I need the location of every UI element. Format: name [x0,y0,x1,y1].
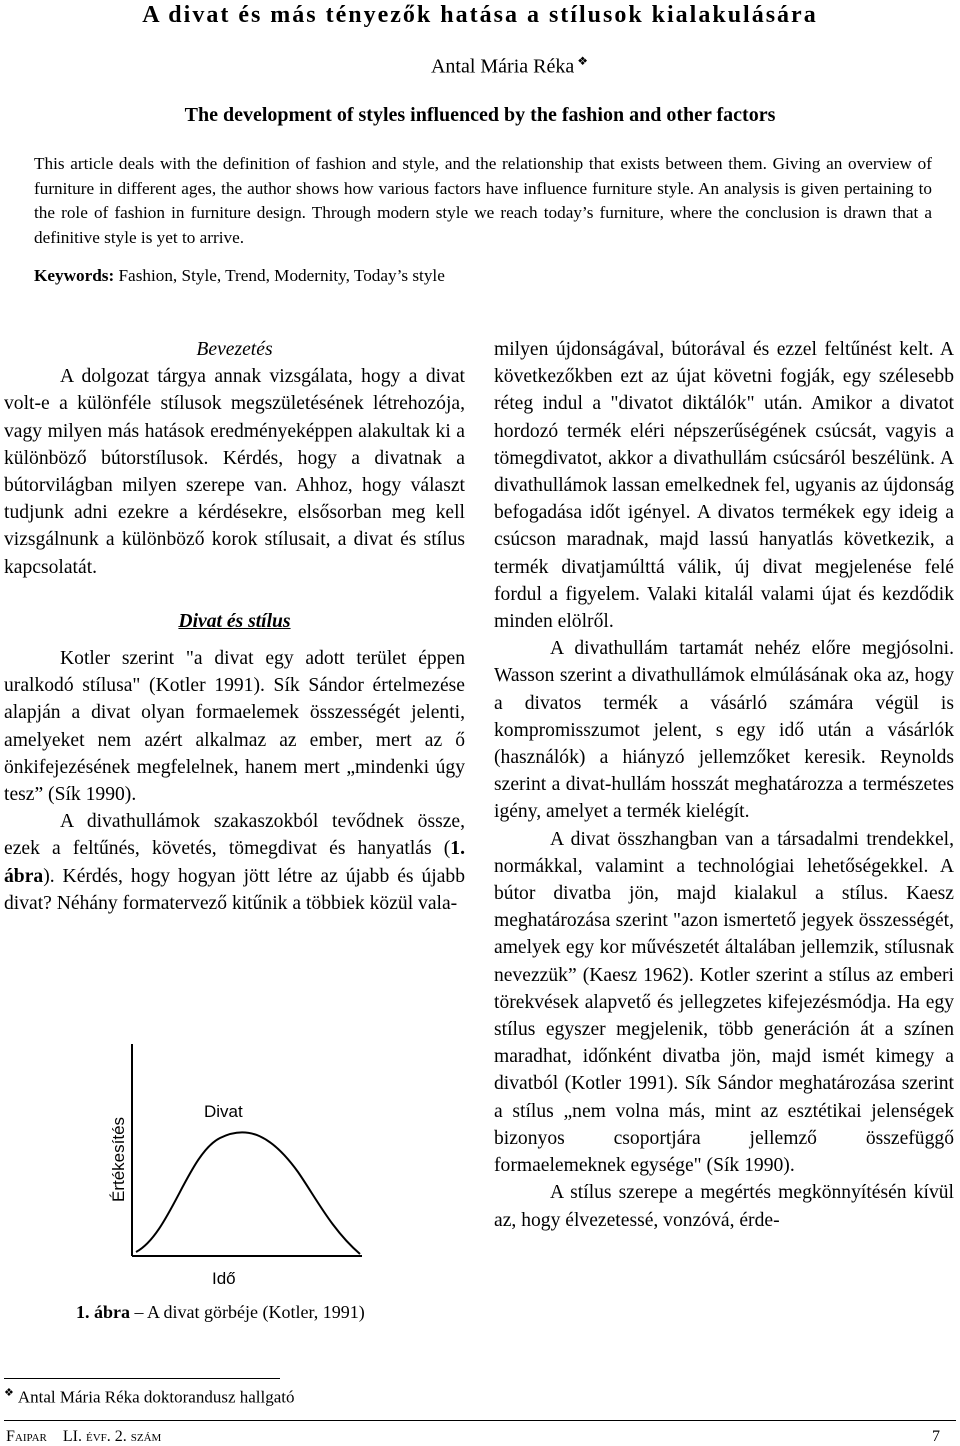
figure-caption-text: – A divat görbéje (Kotler, 1991) [134,1302,365,1322]
x-axis-label: Idő [212,1269,236,1288]
figure-caption [76,1302,365,1323]
section-heading-fashion: Divat és stílus [178,610,291,632]
author-name: Antal Mária Réka [430,55,575,78]
keywords-text: Fashion, Style, Trend, Modernity, Today’s style [118,266,445,285]
footnote-mark-icon: ❖ [4,1387,14,1399]
article-title: A divat és más tényezők hatása a stílusok kialakulására [142,2,818,28]
right-paragraph-1: milyen újdonságával, bútorával és ezzel feltűnést kelt. A következőkben ezt az újat követni fogják, egy szélesebb réteg indul a "divatot diktálók" után. Amikor a divatot hordozó termék eléri népszerűségének csúcsát, vagyis a tömegdivatot, akkor a divathullám csúcsáról beszélünk. A divathullámok lassan emelkednek fel, ugyanis az újdonság befogadása időt igényel. A divatos termékek egy ideig a csúcson maradnak, majd lassú hanyatlás következik, a termék divatjamúlttá válik, új divat megjelenése felé fordul a figyelem. Valaki kitalál valami újat és kezdődik minden elölről. [494,339,954,633]
left-column [4,336,465,917]
right-paragraph-4: A stílus szerepe a megértés megkönnyítésén kívül az, hogy élvezetessé, vonzóvá, érde- [494,1182,954,1231]
y-axis-label: Értékesítés [109,1116,128,1202]
right-column [494,336,954,1234]
right-paragraph-3: A divat összhangban van a társadalmi trendekkel, normákkal, valamint a technológiai lehetőségekkel. A bútor divatba jön, majd kialakul a stílus. Kaesz meghatározása szerint "azon ismertető jegyek összességét, amelyek egy kor művészetét általában jellemzik, stílusnak nevezzük” (Kaesz 1962). Kotler szerint a stílus az emberi törekvések alapvető és jellegzetes kifejezésmódja. Ha egy stílus egyszer megjelenik, több generáción át a színen maradhat, időnként divatba jön, majd ismét kimegy a divatból (Kotler 1991). Sík Sándor meghatározása szerint a stílus „nem volna más, mint az esztétikai jelenségek bizonyos csoportjára jellemző összefüggő formaelemeknek egysége" (Sík 1990). [494,828,954,1177]
intro-paragraph: A dolgozat tárgya annak vizsgálata, hogy a divat volt-e a különféle stílusok megszületésének létrehozója, vagy milyen más hatások eredményeképpen alakultak ki a különböző bútorstílusok. Kérdés, hogy a divatnak a bútorvilágban milyen szerepe van. Ahhoz, hogy választ tudjunk adni ezekre a kérdésekre, elsősorban meg kell vizsgálnunk a különböző korok stílusait, a divat és stílus kapcsolatát. [4,366,465,578]
footnote [4,1386,295,1408]
page-number: 7 [932,1428,940,1445]
footnote-divider [4,1378,280,1379]
footnote-mark-icon: ❖ [577,54,588,68]
curve-label: Divat [204,1102,243,1121]
figure-number: 1. ábra [76,1302,130,1322]
fashion-paragraph-1: Kotler szerint "a divat egy adott terület éppen uralkodó stílusa" (Kotler 1991). Sík Sándor értelmezése alapján a divat olyan formaelemek összességét jelenti, amelyeket nem azért alkalmaz az ember, mert az ő önkifejezésének megfelelnek, hanem mert „mindenki úgy tesz” (Sík 1990). [4,648,465,806]
footer-divider [4,1420,956,1421]
abstract: This article deals with the definition of fashion and style, and the relationship that exists between them. Giving an overview of furniture in different ages, the author shows how various factors have influence furniture style. An analysis is given pertaining to the role of fashion in furniture design. Through modern style we reach today’s furniture, where the conclusion is drawn that a definitive style is yet to arrive. [34,154,932,247]
fashion-curve [136,1132,360,1254]
paragraph-text: A divathullámok szakaszokból tevődnek össze, ezek a feltűnés, követés, tömegdivat és hanyatlás ( [4,811,465,860]
paragraph-text: ). Kérdés, hogy hogyan jött létre az újabb és újabb divat? Néhány formatervező kitűnik a többiek közül vala- [4,865,465,914]
right-paragraph-2: A divathullám tartamát nehéz előre megjósolni. Wasson szerint a divathullámok elmúlásának oka az, hogy a divatos termék a vásárló számára végül is kompromisszumot jelent, s egy idő után a vásárlók (használók) a hiányzó jellemzőket keresik. Reynolds szerint a divat-hullám hosszát meghatározza a természetes igény, amelyet a termék kielégít. [494,638,954,823]
figure-reference: 1. ábra [4,838,465,887]
section-heading-intro: Bevezetés [196,339,273,360]
english-title: The development of styles influenced by the fashion and other factors [184,104,776,126]
author-line [431,54,588,79]
journal-info: Faipar LI. évf. 2. szám [6,1428,162,1445]
fashion-paragraph-2 [4,808,465,917]
fashion-curve-figure [70,1034,450,1302]
footnote-text: Antal Mária Réka doktorandusz hallgató [17,1387,295,1407]
keywords-label: Keywords: [34,266,115,285]
keywords-line [34,266,445,286]
